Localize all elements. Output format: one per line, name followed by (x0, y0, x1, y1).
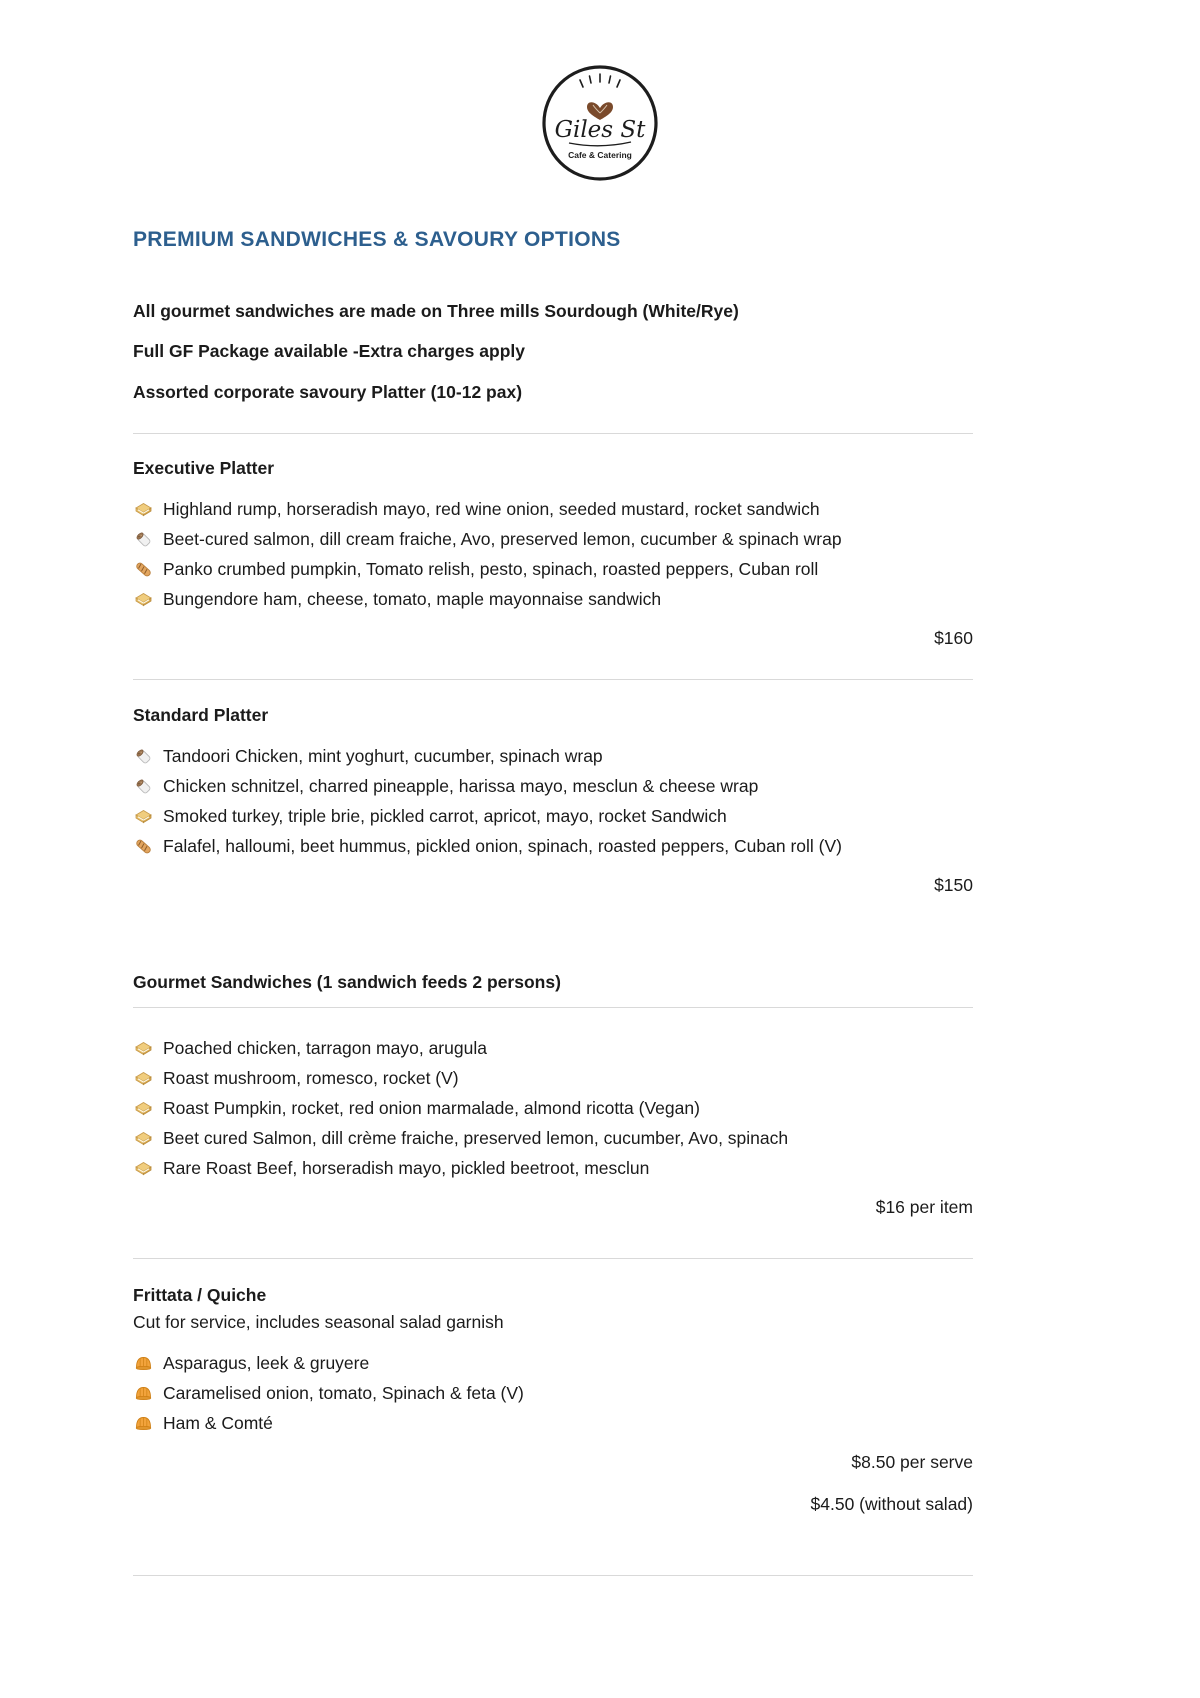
sandwich-icon (133, 806, 154, 827)
divider (133, 1007, 973, 1008)
wrap-icon (133, 746, 154, 767)
divider (133, 679, 973, 680)
menu-item (133, 1413, 973, 1434)
frittata-icon (133, 1353, 154, 1374)
menu-item (133, 1038, 973, 1059)
baguette-icon (133, 559, 154, 580)
menu-item (133, 1098, 973, 1119)
sandwich-icon (133, 1038, 154, 1059)
menu-item-text: Asparagus, leek & gruyere (163, 1352, 370, 1373)
brand-logo (533, 56, 667, 195)
menu-item-text: Ham & Comté (163, 1412, 273, 1433)
menu-item-text: Beet cured Salmon, dill crème fraiche, preserved lemon, cucumber, Avo, spinach (163, 1127, 789, 1148)
menu-section (133, 972, 973, 1218)
menu-item-text: Rare Roast Beef, horseradish mayo, pickled beetroot, mesclun (163, 1157, 650, 1178)
sandwich-icon (133, 499, 154, 520)
menu-item-text: Roast Pumpkin, rocket, red onion marmalade, almond ricotta (Vegan) (163, 1097, 700, 1118)
logo-rays (580, 74, 620, 87)
menu-item-list (133, 1038, 973, 1179)
section-heading: Executive Platter (133, 457, 275, 478)
intro-line-2: Full GF Package available -Extra charges apply (133, 341, 525, 362)
menu-item (133, 589, 973, 610)
section-heading: Standard Platter (133, 704, 269, 725)
menu-item-text: Caramelised onion, tomato, Spinach & feta (V) (163, 1382, 524, 1403)
menu-section (133, 705, 973, 896)
sandwich-icon (133, 1158, 154, 1179)
price-text: $16 per item (875, 1196, 973, 1217)
menu-item (133, 1353, 973, 1374)
section-subheading: Cut for service, includes seasonal salad garnish (133, 1311, 504, 1332)
brand-name: Giles St (554, 117, 646, 143)
price-text: $150 (934, 874, 973, 895)
menu-item (133, 1068, 973, 1089)
menu-section (133, 458, 973, 649)
section-heading: Gourmet Sandwiches (1 sandwich feeds 2 persons) (133, 971, 561, 992)
intro-block (133, 302, 973, 402)
menu-item-text: Chicken schnitzel, charred pineapple, harissa mayo, mesclun & cheese wrap (163, 775, 759, 796)
menu-item (133, 746, 973, 767)
menu-item-list (133, 1353, 973, 1434)
frittata-icon (133, 1413, 154, 1434)
menu-content (133, 196, 973, 1576)
menu-section (133, 1285, 973, 1515)
price-text: $8.50 per serve (851, 1451, 973, 1472)
menu-item-text: Panko crumbed pumpkin, Tomato relish, pesto, spinach, roasted peppers, Cuban roll (163, 558, 819, 579)
intro-line-1: All gourmet sandwiches are made on Three mills Sourdough (White/Rye) (133, 301, 739, 321)
menu-item-text: Bungendore ham, cheese, tomato, maple mayonnaise sandwich (163, 588, 662, 609)
page-title: PREMIUM SANDWICHES & SAVOURY OPTIONS (133, 228, 621, 251)
menu-item-text: Tandoori Chicken, mint yoghurt, cucumber, spinach wrap (163, 745, 603, 766)
menu-item-text: Falafel, halloumi, beet hummus, pickled onion, spinach, roasted peppers, Cuban roll (V) (163, 835, 842, 856)
wrap-icon (133, 776, 154, 797)
menu-item (133, 776, 973, 797)
wrap-icon (133, 529, 154, 550)
price-text: $4.50 (without salad) (810, 1493, 973, 1514)
intro-line-3: Assorted corporate savoury Platter (10-12 pax) (133, 381, 523, 402)
section-heading: Frittata / Quiche (133, 1284, 267, 1305)
divider (133, 433, 973, 434)
menu-item (133, 529, 973, 550)
sandwich-icon (133, 1068, 154, 1089)
sandwich-icon (133, 1128, 154, 1149)
menu-item-text: Poached chicken, tarragon mayo, arugula (163, 1037, 487, 1058)
menu-sections (133, 458, 973, 1576)
menu-item (133, 1158, 973, 1179)
sandwich-icon (133, 589, 154, 610)
baguette-icon (133, 836, 154, 857)
frittata-icon (133, 1383, 154, 1404)
menu-item-text: Highland rump, horseradish mayo, red wine onion, seeded mustard, rocket sandwich (163, 498, 820, 519)
price-text: $160 (934, 627, 973, 648)
menu-item-text: Roast mushroom, romesco, rocket (V) (163, 1067, 459, 1088)
menu-item (133, 836, 973, 857)
menu-item-list (133, 746, 973, 857)
menu-item (133, 559, 973, 580)
menu-item (133, 1383, 973, 1404)
divider (133, 1575, 973, 1576)
brand-logo-badge (533, 56, 667, 190)
menu-item (133, 499, 973, 520)
divider (133, 1258, 973, 1259)
menu-item-text: Beet-cured salmon, dill cream fraiche, Avo, preserved lemon, cucumber & spinach wrap (163, 528, 842, 549)
menu-item (133, 1128, 973, 1149)
brand-subtitle: Cafe & Catering (568, 150, 632, 160)
menu-item-text: Smoked turkey, triple brie, pickled carrot, apricot, mayo, rocket Sandwich (163, 805, 727, 826)
menu-item-list (133, 499, 973, 610)
sandwich-icon (133, 1098, 154, 1119)
menu-item (133, 806, 973, 827)
